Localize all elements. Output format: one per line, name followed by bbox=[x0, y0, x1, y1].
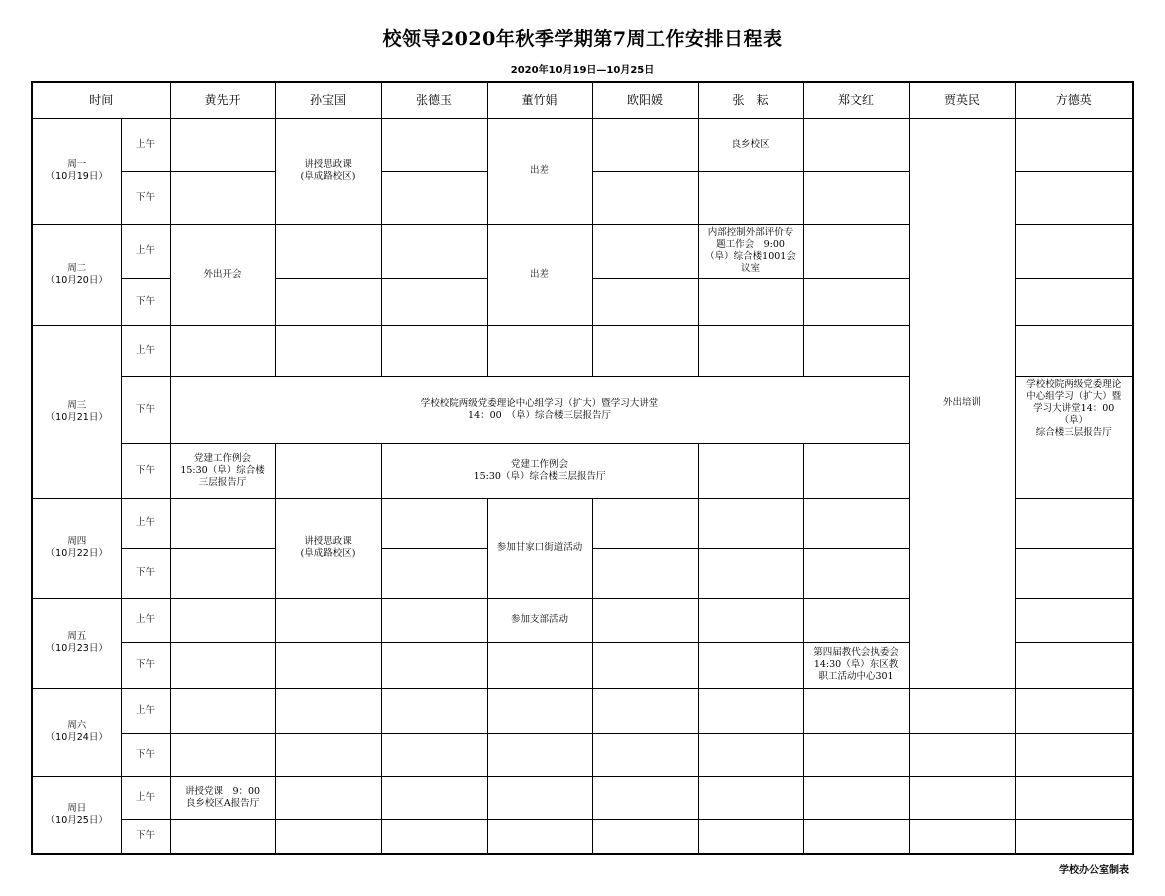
cell bbox=[698, 171, 803, 224]
cell bbox=[381, 325, 487, 376]
cell bbox=[170, 598, 275, 642]
segment-pm: 下午 bbox=[121, 548, 170, 598]
event-cell: 学校校院两级党委理论 中心组学习（扩大）暨 学习大讲堂14：00 （阜） 综合楼三层报告厅 bbox=[1015, 376, 1133, 498]
cell bbox=[803, 819, 909, 854]
cell bbox=[803, 776, 909, 819]
cell bbox=[381, 118, 487, 171]
person-header: 张德玉 bbox=[381, 82, 487, 118]
cell bbox=[698, 548, 803, 598]
cell bbox=[803, 325, 909, 376]
segment-pm: 下午 bbox=[121, 819, 170, 854]
segment-am: 上午 bbox=[121, 325, 170, 376]
event-cell: 出差 bbox=[487, 118, 592, 224]
event-cell: 讲授思政课 (阜成路校区) bbox=[275, 118, 381, 224]
cell bbox=[592, 688, 698, 733]
cell bbox=[803, 498, 909, 548]
cell bbox=[1015, 325, 1133, 376]
cell bbox=[275, 688, 381, 733]
cell bbox=[592, 819, 698, 854]
day-label: 周三 （10月21日） bbox=[32, 325, 121, 498]
event-cell: 党建工作例会 15:30（阜）综合楼 三层报告厅 bbox=[170, 443, 275, 498]
event-cell: 内部控制外部评价专 题工作会 9:00 （阜）综合楼1001会 议室 bbox=[698, 224, 803, 278]
day-label: 周二 （10月20日） bbox=[32, 224, 121, 325]
cell bbox=[170, 325, 275, 376]
person-header: 孙宝国 bbox=[275, 82, 381, 118]
cell bbox=[1015, 642, 1133, 688]
cell bbox=[803, 598, 909, 642]
cell bbox=[1015, 776, 1133, 819]
cell bbox=[909, 776, 1015, 819]
segment-am: 上午 bbox=[121, 776, 170, 819]
cell bbox=[381, 642, 487, 688]
event-cell: 讲授党课 9：00 良乡校区A报告厅 bbox=[170, 776, 275, 819]
cell bbox=[1015, 598, 1133, 642]
cell bbox=[592, 776, 698, 819]
cell bbox=[381, 171, 487, 224]
cell bbox=[698, 776, 803, 819]
day-label: 周四 （10月22日） bbox=[32, 498, 121, 598]
cell bbox=[1015, 171, 1133, 224]
cell bbox=[170, 688, 275, 733]
cell bbox=[381, 224, 487, 278]
date-range: 2020年10月19日—10月25日 bbox=[510, 65, 655, 76]
cell bbox=[1015, 118, 1133, 171]
cell bbox=[1015, 224, 1133, 278]
cell bbox=[592, 118, 698, 171]
day-label: 周五 （10月23日） bbox=[32, 598, 121, 688]
segment-am: 上午 bbox=[121, 498, 170, 548]
segment-pm: 下午 bbox=[121, 278, 170, 325]
cell bbox=[592, 642, 698, 688]
event-cell: 良乡校区 bbox=[698, 118, 803, 171]
cell bbox=[909, 819, 1015, 854]
time-header: 时间 bbox=[32, 82, 170, 118]
cell bbox=[381, 598, 487, 642]
cell bbox=[381, 776, 487, 819]
cell bbox=[698, 598, 803, 642]
person-header: 方德英 bbox=[1015, 82, 1133, 118]
cell bbox=[381, 733, 487, 776]
cell bbox=[909, 688, 1015, 733]
segment-am: 上午 bbox=[121, 598, 170, 642]
cell bbox=[698, 325, 803, 376]
cell bbox=[1015, 498, 1133, 548]
cell bbox=[592, 224, 698, 278]
cell bbox=[698, 733, 803, 776]
cell bbox=[592, 548, 698, 598]
cell bbox=[170, 642, 275, 688]
cell bbox=[698, 819, 803, 854]
cell bbox=[592, 278, 698, 325]
cell bbox=[487, 325, 592, 376]
cell bbox=[1015, 819, 1133, 854]
person-header: 黄先开 bbox=[170, 82, 275, 118]
cell bbox=[698, 688, 803, 733]
cell bbox=[170, 733, 275, 776]
segment-pm: 下午 bbox=[121, 171, 170, 224]
table-row bbox=[32, 776, 1133, 819]
cell bbox=[909, 733, 1015, 776]
event-cell: 参加甘家口街道活动 bbox=[487, 498, 592, 598]
person-header: 贾英民 bbox=[909, 82, 1015, 118]
cell bbox=[170, 548, 275, 598]
cell bbox=[275, 819, 381, 854]
cell bbox=[381, 498, 487, 548]
cell bbox=[592, 171, 698, 224]
cell bbox=[275, 776, 381, 819]
segment-am: 上午 bbox=[121, 224, 170, 278]
person-header: 郑文红 bbox=[803, 82, 909, 118]
cell bbox=[487, 819, 592, 854]
cell bbox=[803, 278, 909, 325]
table-row bbox=[32, 118, 1133, 171]
event-cell: 出差 bbox=[487, 224, 592, 325]
footer-note: 学校办公室制表 bbox=[1059, 865, 1129, 876]
cell bbox=[698, 278, 803, 325]
event-cell: 参加支部活动 bbox=[487, 598, 592, 642]
segment-pm: 下午 bbox=[121, 733, 170, 776]
cell bbox=[275, 733, 381, 776]
cell bbox=[487, 776, 592, 819]
segment-pm: 下午 bbox=[121, 376, 170, 443]
cell bbox=[592, 325, 698, 376]
cell bbox=[803, 171, 909, 224]
cell bbox=[592, 733, 698, 776]
cell bbox=[275, 224, 381, 278]
cell bbox=[803, 118, 909, 171]
cell bbox=[1015, 548, 1133, 598]
event-cell: 党建工作例会 15:30（阜）综合楼三层报告厅 bbox=[381, 443, 698, 498]
day-label: 周一 （10月19日） bbox=[32, 118, 121, 224]
cell bbox=[698, 642, 803, 688]
table-row bbox=[32, 688, 1133, 733]
segment-am: 上午 bbox=[121, 118, 170, 171]
event-cell: 讲授思政课 (阜成路校区) bbox=[275, 498, 381, 598]
cell bbox=[170, 171, 275, 224]
cell bbox=[803, 548, 909, 598]
cell bbox=[275, 598, 381, 642]
cell bbox=[803, 688, 909, 733]
cell bbox=[170, 118, 275, 171]
event-cell: 外出开会 bbox=[170, 224, 275, 325]
cell bbox=[1015, 733, 1133, 776]
cell bbox=[487, 733, 592, 776]
event-cell: 外出培训 bbox=[909, 118, 1015, 688]
cell bbox=[275, 642, 381, 688]
cell bbox=[275, 443, 381, 498]
cell bbox=[381, 819, 487, 854]
cell bbox=[170, 498, 275, 548]
table-row bbox=[32, 733, 1133, 776]
cell bbox=[381, 688, 487, 733]
event-cell: 学校校院两级党委理论中心组学习（扩大）暨学习大讲堂 14：00 （阜）综合楼三层报告厅 bbox=[170, 376, 909, 443]
segment-am: 上午 bbox=[121, 688, 170, 733]
header-row bbox=[32, 82, 1133, 118]
cell bbox=[275, 325, 381, 376]
table-row bbox=[32, 819, 1133, 854]
person-header: 张 耘 bbox=[698, 82, 803, 118]
page-title: 校领导2020年秋季学期第7周工作安排日程表 bbox=[382, 28, 783, 50]
person-header: 董竹娟 bbox=[487, 82, 592, 118]
cell bbox=[803, 733, 909, 776]
person-header: 欧阳媛 bbox=[592, 82, 698, 118]
cell bbox=[592, 598, 698, 642]
cell bbox=[592, 498, 698, 548]
cell bbox=[803, 443, 909, 498]
cell bbox=[487, 642, 592, 688]
cell bbox=[698, 498, 803, 548]
day-label: 周六 （10月24日） bbox=[32, 688, 121, 776]
schedule-table bbox=[31, 81, 1134, 855]
cell bbox=[170, 819, 275, 854]
cell bbox=[1015, 688, 1133, 733]
segment-pm: 下午 bbox=[121, 642, 170, 688]
cell bbox=[275, 278, 381, 325]
cell bbox=[381, 278, 487, 325]
cell bbox=[698, 443, 803, 498]
cell bbox=[487, 688, 592, 733]
day-label: 周日 （10月25日） bbox=[32, 776, 121, 854]
segment-pm: 下午 bbox=[121, 443, 170, 498]
cell bbox=[1015, 278, 1133, 325]
event-cell: 第四届教代会执委会 14:30（阜）东区教 职工活动中心301 bbox=[803, 642, 909, 688]
cell bbox=[381, 548, 487, 598]
cell bbox=[803, 224, 909, 278]
